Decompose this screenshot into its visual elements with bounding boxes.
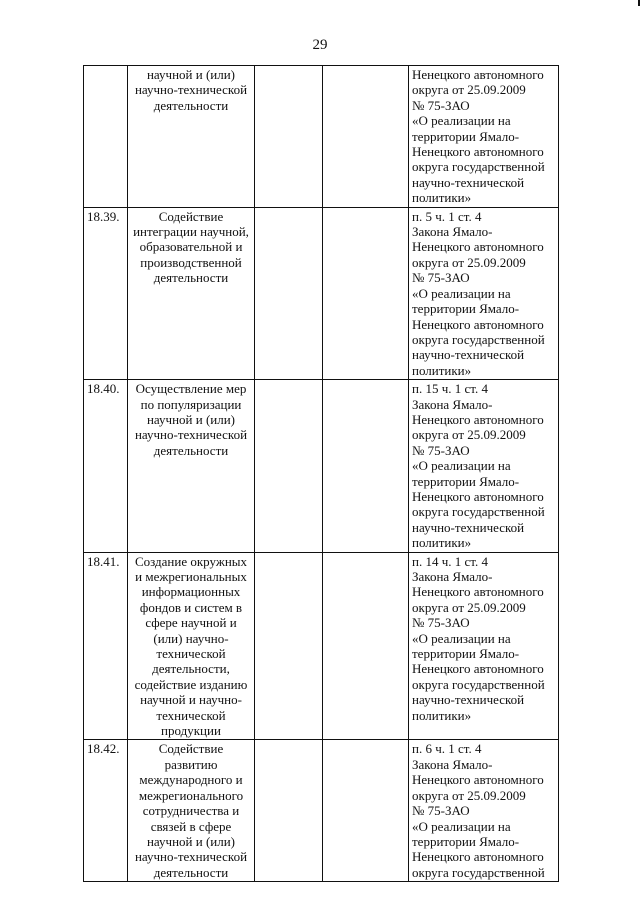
table-row xyxy=(84,207,559,379)
power-description-cell: научной и (или) научно-технической деятельности xyxy=(128,66,255,208)
row-number-cell: 18.39. xyxy=(84,207,128,379)
row-number-cell: 18.42. xyxy=(84,740,128,882)
table-row xyxy=(84,740,559,882)
empty-cell xyxy=(255,552,323,740)
table-row xyxy=(84,380,559,552)
empty-cell xyxy=(255,66,323,208)
empty-cell xyxy=(255,380,323,552)
row-number-cell: 18.40. xyxy=(84,380,128,552)
power-description-cell: Содействие развитию международного и межрегионального сотрудничества и связей в сфере научной и (или) научно-технической деятельности xyxy=(128,740,255,882)
row-number-cell: 18.41. xyxy=(84,552,128,740)
legal-basis-cell: п. 15 ч. 1 ст. 4 Закона Ямало- Ненецкого автономного округа от 25.09.2009 № 75-ЗАО «О реализации на территории Ямало- Ненецкого автономного округа государственной научно-технической политики» xyxy=(409,380,559,552)
empty-cell xyxy=(323,552,409,740)
empty-cell xyxy=(255,740,323,882)
table-row xyxy=(84,66,559,208)
empty-cell xyxy=(323,740,409,882)
power-description-cell: Содействие интеграции научной, образовательной и производственной деятельности xyxy=(128,207,255,379)
row-number-cell xyxy=(84,66,128,208)
table-row xyxy=(84,552,559,740)
power-description-cell: Осуществление мер по популяризации научной и (или) научно-технической деятельности xyxy=(128,380,255,552)
empty-cell xyxy=(323,66,409,208)
power-description-cell: Создание окружных и межрегиональных информационных фондов и систем в сфере научной и (или) научно- технической деятельности, содействие изданию научной и научно- технической продукции xyxy=(128,552,255,740)
empty-cell xyxy=(323,207,409,379)
empty-cell xyxy=(323,380,409,552)
page-number: 29 xyxy=(312,37,328,53)
legal-basis-cell: п. 5 ч. 1 ст. 4 Закона Ямало- Ненецкого автономного округа от 25.09.2009 № 75-ЗАО «О реализации на территории Ямало- Ненецкого автономного округа государственной научно-технической политики» xyxy=(409,207,559,379)
powers-table xyxy=(83,65,559,882)
legal-basis-cell: Ненецкого автономного округа от 25.09.2009 № 75-ЗАО «О реализации на территории Ямало- Ненецкого автономного округа государственной научно-технической политики» xyxy=(409,66,559,208)
legal-basis-cell: п. 6 ч. 1 ст. 4 Закона Ямало- Ненецкого автономного округа от 25.09.2009 № 75-ЗАО «О реализации на территории Ямало- Ненецкого автономного округа государственной xyxy=(409,740,559,882)
legal-basis-cell: п. 14 ч. 1 ст. 4 Закона Ямало- Ненецкого автономного округа от 25.09.2009 № 75-ЗАО «О реализации на территории Ямало- Ненецкого автономного округа государственной научно-технической политики» xyxy=(409,552,559,740)
empty-cell xyxy=(255,207,323,379)
